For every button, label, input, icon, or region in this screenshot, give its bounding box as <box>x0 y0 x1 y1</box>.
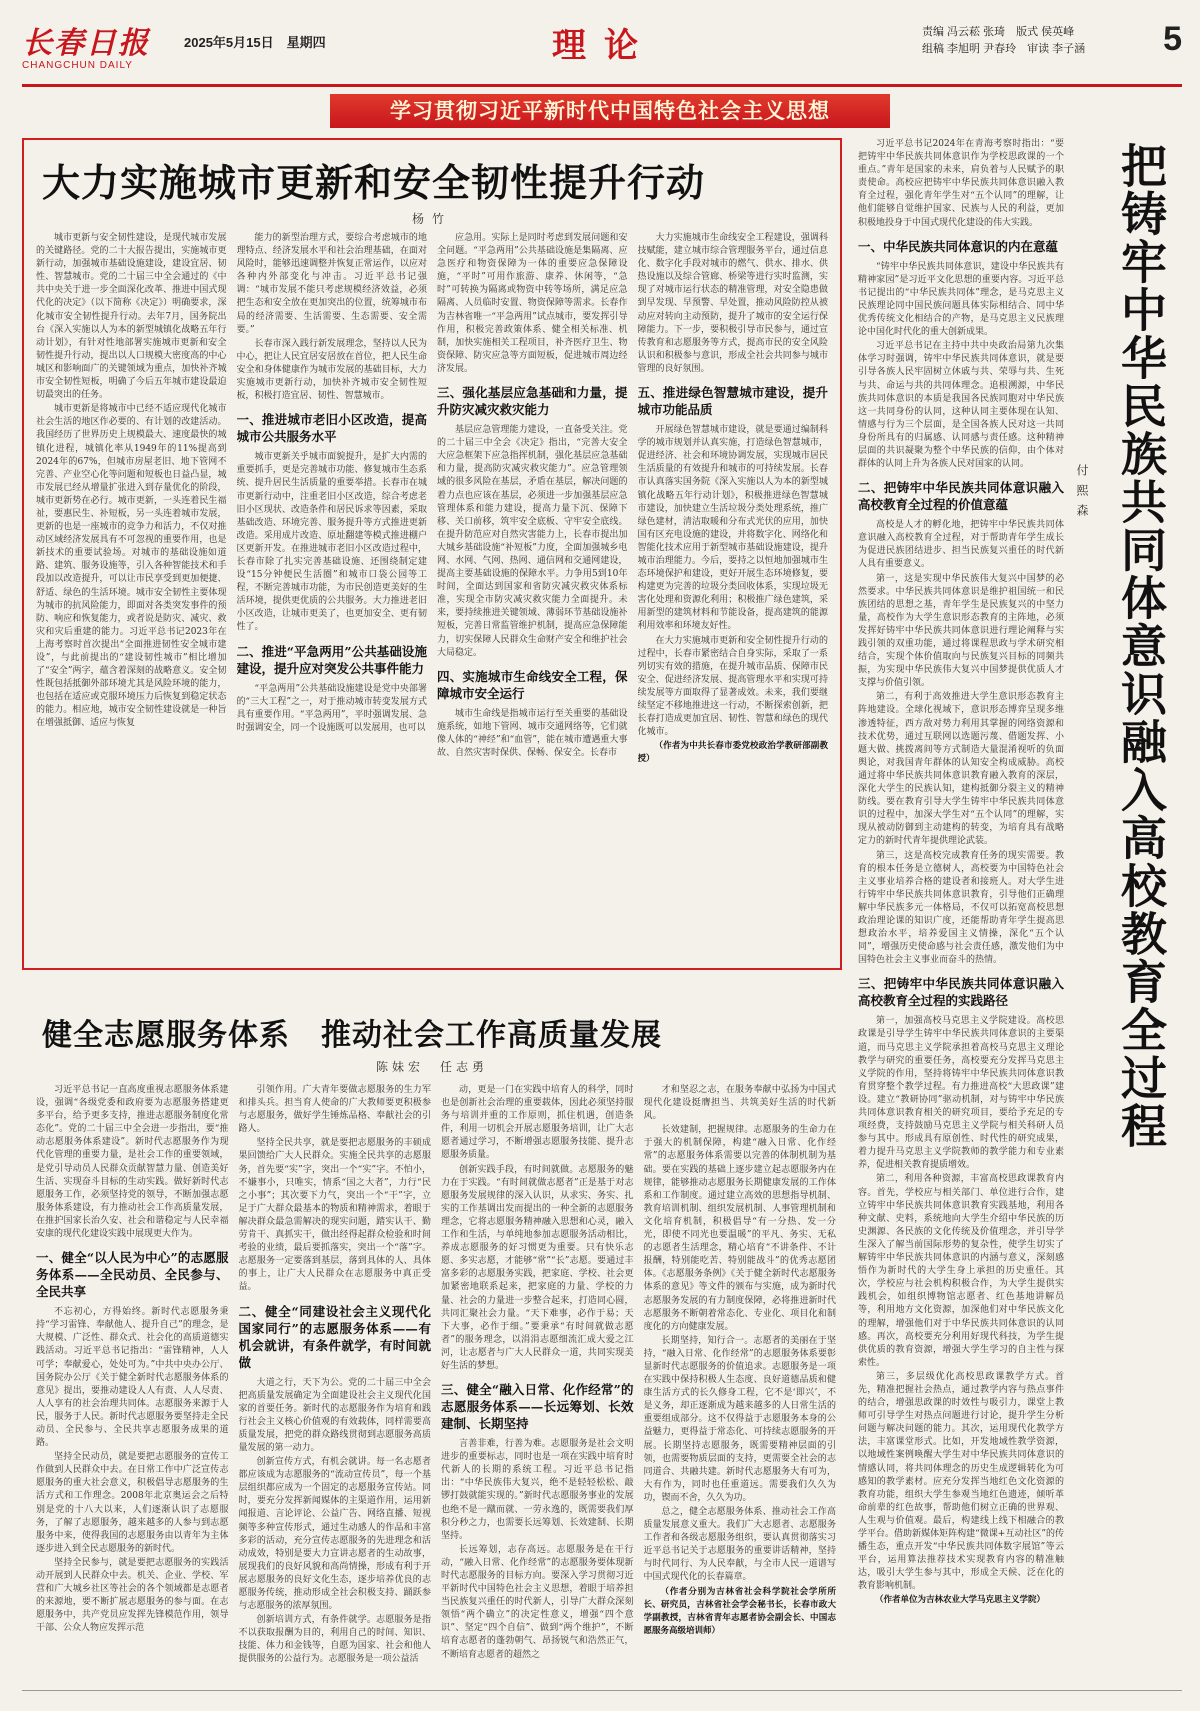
article-body <box>36 1084 836 1684</box>
text-column <box>239 1084 432 1684</box>
paragraph: 第二，利用各种资源，丰富高校思政课教育内容。首先，学校应与相关部门、单位进行合作，建立铸牢中华民族共同体意识教育实践基地，利用各种文献、史料，系统地向大学生介绍中华民族的历史渊源、各民族的文化传统及价值理念，并引导学生深入了解当前国际形势的复杂性，使学生切实了解铸牢中华民族共同体意识的内涵与意义，深刻感悟作为新时代的大学生身上承担的历史重任。其次，学校应与社会机构积极合作，为大学生提供实践机会，如组织博物馆志愿者、红色基地讲解员等，利用地方文化资源，加深他们对中华民族文化的理解，增强他们对于中华民族共同体意识的认同感。再次，高校要充分利用好现代科技，为学生提供优质的教育资源，增强大学生学习的自主性与探索性。 <box>858 1174 1064 1368</box>
section-heading: 二、推进“平急两用”公共基础设施建设，提升应对突发公共事件能力 <box>236 643 427 676</box>
section-heading: 三、把铸牢中华民族共同体意识融入高校教育全过程的实践路径 <box>858 976 1064 1009</box>
paragraph: “铸牢中华民族共同体意识，建设中华民族共有精神家园”是习近平文化思想的重要内容。习近平总书记提出的“中华民族共同体”理念，是马克思主义民族理论同中国民族问题具体实际相结合、同中华优秀传统文化相结合的产物，是马克思主义民族理论中国化时代化的重大创新成果。 <box>858 261 1064 338</box>
masthead-rule <box>22 84 1182 87</box>
author-note: （作者分别为吉林省社会科学院社会学所所长、研究员，吉林省社会学会秘书长，长春市政大学副教授，吉林省青年志愿者协会副会长、中国志愿服务高级培训师） <box>643 1586 836 1636</box>
section-heading: 三、健全“融入日常、化作经常”的志愿服务体系——长远筹划、长效建制、长期坚持 <box>441 1382 634 1432</box>
paragraph: 总之，健全志愿服务体系、推动社会工作高质量发展意义重大。我们广大志愿者、志愿服务工作者和各级志愿服务组织，要认真贯彻落实习近平总书记关于志愿服务的重要讲话精神，坚持与时代同行、为人民奉献，与全市人民一道谱写中国式现代化的长春篇章。 <box>643 1507 836 1583</box>
paragraph: 第一，这是实现中华民族伟大复兴中国梦的必然要求。中华民族共同体意识是维护祖国统一和民族团结的思想之基，青年学生是民族复兴的中坚力量，高校作为大学生意识形态教育的主阵地，必须发挥好铸牢中华民族共同体意识进行理论阐释与实践引领的双重功能，通过将课程思政与学术研究相结合，实现个体价值取向与民族复兴目标的同频共振，为实现中华民族伟大复兴中国梦提供优质人才支撑与价值引领。 <box>858 573 1064 689</box>
paragraph: 城市生命线是指城市运行至关重要的基础设施系统，如地下管网、城市交通网络等，它们就像人体的“神经”和“血管”，能在城市遭遇重大事故、自然灾害时保供、保畅、保安全。长春市 <box>437 708 628 758</box>
article-title: 健全志愿服务体系 推动社会工作高质量发展 <box>42 1018 662 1053</box>
paragraph: “平急两用”公共基础设施建设是党中央部署的“三大工程”之一，对于推动城市转变发展方式具有重要作用。“平急两用”，平时强调发展、急时强调安全，同一个设施既可以发展用，也可以 <box>236 683 427 733</box>
text-column <box>237 232 428 960</box>
editor-credits <box>922 24 1137 58</box>
paragraph: 坚持全民共享，就是要把志愿服务的丰硕成果回馈给广大人民群众。实施全民共享的志愿服务，首先要“实”字，突出一个“实”字。不怕小，不嫌事小，只唯实，情系“国之大者”，力行“民之小事”；其次要下力气，突出一个“干”字，立足于广大群众最基本的物质和精神需求，着眼于解决群众最急需解决的现实问题，踏实认干、勤劳肯干、真抓实干，做出经得起群众检验和时间考验的业绩，最后要抓落实，突出一个“落”字。志愿服务一定要落到基层，落到具体的人、具体的事上，让广大人民群众在志愿服务中真正受益。 <box>238 1138 431 1293</box>
author-note: （作者单位为吉林农业大学马克思主义学院） <box>875 1595 1046 1606</box>
paragraph: 城市更新是将城市中已经不适应现代化城市社会生活的地区作必要的、有计划的改建活动。我国经历了世界历史上规模最大、速度最快的城镇化进程，城镇化率从1949年的11%提高到2024年的67%，但城市房屋老旧、地下管网不完善、产业空心化等问题和短板也日益凸显，城市发展已经从增量扩张进入到存量优化的阶段，城市更新势在必行。城市更新，一头连着民生福祉，要惠民生、补短板，另一头连着城市发展，更新的也是一座城市的竞争力和活力，不仅对推动区域经济发展具有不可忽视的重要作用，也是新技术的重要试验场。对城市的基础设施如道路、建筑、服务设施等，引入各种智能技术和手段加以改造提升，可以让市民享受到更加便捷、舒适、绿色的生活环境。城市安全韧性主要体现为城市的抗风险能力，即面对各类突发事件的预防、响应和恢复能力，或者说是防灾、减灾、救灾和灾后重建的能力。习近平总书记2023年在上海考察时首次提出“全面推进韧性安全城市建设”，与此前提出的“建设韧性城市”相比增加了“安全”两字，蕴含着深刻的战略意义。安全韧性既包括抵御外部环境尤其是风险环境的能力，也包括在适应或克服环境压力后恢复到稳定状态的能力。相应地，城市安全韧性建设就是一种旨在增强抵御、适应与恢复 <box>36 404 227 729</box>
section-heading: 五、推进绿色智慧城市建设，提升城市功能品质 <box>637 385 828 418</box>
paragraph: 能力的新型治理方式，要综合考虑城市的地理特点、经济发展水平和社会治理基础，在面对风险时，能够迅速调整并恢复正常运作，以应对各种内外部变化与冲击。习近平总书记强调：“城市发展不能只考虑规模经济效益，必须把生态和安全放在更加突出的位置，统筹城市布局的经济需要、生活需要、生态需要、安全需要。” <box>236 233 427 335</box>
paragraph: 应急用。实际上是同时考虑到发展问题和安全问题。“平急两用”公共基础设施是集隔离、应急医疗和物资保障为一体的重要应急保障设施，“平时”可用作旅游、康养、休闲等，“急时”可转换为隔离或物资中转等场所，满足应急隔离、人员临时安置、物资保障等需求。长春作为吉林省唯一“平急两用”试点城市，要发挥引导作用，积极完善政策体系、健全相关标准、机制，加快实施相关工程项目，补齐医疗卫生、物资保障、防灾应急等方面短板，促进城市周边经济发展。 <box>437 233 628 374</box>
paragraph: 创新培训方式，有条件就学。志愿服务是指不以获取报酬为目的，利用自己的时间、知识、技能、体力和金钱等，自愿为国家、社会和他人提供服务的公益行为。志愿服务是一项公益活 <box>238 1615 431 1665</box>
section-heading: 一、推进城市老旧小区改造，提高城市公共服务水平 <box>236 412 427 445</box>
paragraph: 坚持全民参与，就是要把志愿服务的实践活动开展到人民群众中去。机关、企业、学校、军营和广大城乡社区等社会的各个领域都是志愿者的来源地，要不断扩展志愿服务的参与面。在志愿服务中，共产党员应发挥先锋模范作用，领导干部、公众人物应发挥示范 <box>36 1557 229 1634</box>
credits-line: 组稿 李旭明 尹春玲 审读 李子涵 <box>922 43 1086 55</box>
text-column <box>638 232 829 960</box>
paragraph: 第一，加强高校马克思主义学院建设。高校思政课是引导学生铸牢中华民族共同体意识的主要渠道，而马克思主义学院承担着高校马克思主义理论教学与研究的重要任务，高校要充分发挥马克思主义学院的作用，坚持将铸牢中华民族共同体意识教育贯穿整个教学过程。有力推进高校“大思政课”建设。建立“教研协同”驱动机制，对与铸牢中华民族共同体意识教育相关的研究项目，要给予充足的专项经费，支持鼓励马克思主义学院与相关科研人员参与其中。形成具有原创性、时代性的研究成果，着力提升马克思主义学院教师的教学能力和专业素养，促进相关教育提质增效。 <box>858 1016 1064 1171</box>
author-note: （作者为中共长春市委党校政治学教研部副教授） <box>637 741 828 765</box>
text-column <box>644 1084 837 1684</box>
section-heading: 二、健全“同建设社会主义现代化国家同行”的志愿服务体系——有机会就讲，有条件就学，有时间就做 <box>238 1303 431 1370</box>
paragraph: 动，更是一门在实践中培育人的科学，同时也是创新社会治理的重要载体，因此必须坚持服务与培训并重的工作原则，抓住机遇，创造条件，利用一切机会开展志愿服务培训，让广大志愿者通过学习，不断增强志愿服务技能、提升志愿服务质量。 <box>441 1085 634 1161</box>
text-column <box>437 232 628 960</box>
paragraph: 创新宣传方式，有机会就讲。每一名志愿者都应该成为志愿服务的“流动宣传员”，每一个基层组织都应成为一个固定的志愿服务宣传站。同时，要充分发挥新闻媒体的主渠道作用，运用新闻报道、言论评论、公益广告、网络直播、短视频等多种宣传形式，通过生动感人的作品和丰富多彩的活动，充分宣传志愿服务的先进理念和活动成效，特别是要大力宣讲志愿者的生动故事，展现我们的良好风貌和高尚情操，形成有利于开展志愿服务的良好文化生态，逐步培养优良的志愿服务传统，推动形成全社会积极支持、踊跃参与志愿服务的浓厚氛围。 <box>238 1457 431 1612</box>
paragraph: 习近平总书记2024年在青海考察时指出：“要把铸牢中华民族共同体意识作为学校思政课的一个重点。”青年是国家的未来，肩负着与人民赋予的职责使命。高校应把铸牢中华民族共同体意识融入教育全过程，强化青年学生对“五个认同”的理解，让他们能够自觉维护国家、民族与人民的利益，更加积极地投身于中国式现代化建设的伟大实践。 <box>858 139 1064 228</box>
section-heading: 一、健全“以人民为中心”的志愿服务体系——全民动员、全民参与、全民共享 <box>36 1250 229 1300</box>
paragraph: 第二，有利于高效推进大学生意识形态教育主阵地建设。全球化视域下，意识形态博弈呈现多维渗透特征，西方敌对势力利用其掌握的网络资源和技术优势，通过互联网以选题污蔑、借题发挥、小题大做、挑拨离间等方式制造大量混淆视听的负面舆论，对我国青年群体的认知安全构成威胁。高校通过将中华民族共同体意识教育融入教育的深层，深化大学生的民族认知，建构抵御分裂主义的精神防线。要在教育引导大学生铸牢中华民族共同体意识的过程中，加深大学生对“五个认同”的理解，实现从被动防御到主动建构的转变，为培育具有战略定力的新时代青年提供理论武装。 <box>858 692 1064 847</box>
paragraph: 长远筹划，志存高远。志愿服务是在干行动，“融入日常、化作经常”的志愿服务要体现新时代志愿服务的目标方向。要深入学习贯彻习近平新时代中国特色社会主义思想，着眼于培养担当民族复兴重任的时代新人，引导广大群众深刻领悟“两个确立”的决定性意义，增强“四个意识”、坚定“四个自信”、做到“两个维护”，不断培育志愿者的蓬勃朝气、昂扬锐气和浩然正气，不断培育志愿者的超然之 <box>441 1544 634 1660</box>
paragraph: 大道之行，天下为公。党的二十届三中全会把高质量发展确定为全面建设社会主义现代化国家的首要任务。新时代的志愿服务作为培育和践行社会主义核心价值观的有效载体，同样需要高质量发展，把党的群众路线贯彻到志愿服务高质量发展的第一动力。 <box>238 1377 431 1453</box>
paragraph: 长春市深入践行新发展理念，坚持以人民为中心，把让人民宜居安居放在首位，把人民生命安全和身体健康作为城市发展的基础目标，大力实施城市更新行动，加快补齐城市安全韧性短板，积极打造宜居、韧性、智慧城市。 <box>236 338 427 402</box>
masthead <box>22 18 1182 82</box>
paragraph: 创新实践手段，有时间就做。志愿服务的魅力在于实践。“有时间就做志愿者”正是基于对志愿服务发展规律的深入认识，从求实、务实、扎实的工作基调出发而提出的一种全新的志愿服务理念，它将志愿服务精神融入思想和心灵，融入工作和生活，与单纯地参加志愿服务活动相比，养成志愿服务的好习惯更为重要。只有快乐志愿、多实志愿，才能够“常”“长”志愿。要通过丰富多彩的志愿服务实践，把家庭、学校、社会更加紧密地联系起来，把家庭的力量、学校的力量、社会的力量进一步整合起来，打造同心圆，共同汇聚社会力量。“天下难事，必作于易；天下大事，必作于细。”要秉承“有时间就做志愿者”的服务理念，以涓涓志愿细流汇成大爱之江河，让志愿者与广大人民群众一道，共同实现美好生活的梦想。 <box>441 1164 634 1371</box>
article-author: 付熙森 <box>1075 464 1089 524</box>
section-heading: 二、把铸牢中华民族共同体意识融入高校教育全过程的价值意蕴 <box>858 480 1064 513</box>
article-author: 陈妹宏 任志勇 <box>375 1060 488 1074</box>
article-title: 大力实施城市更新和安全韧性提升行动 <box>42 160 706 205</box>
article-author: 杨竹 <box>411 212 452 226</box>
paragraph: 坚持全民动员，就是要把志愿服务的宣传工作做到人民群众中去。在日常工作中广泛宣传志愿服务的重大社会意义，积极倡导志愿服务的生活方式和工作理念。2008年北京奥运会之后特别是党的十八大以来，人们逐渐认识了志愿服务，了解了志愿服务，越来越多的人参与到志愿服务中来，使得我国的志愿服务由以青年为主体逐步进入到全民志愿服务的新时代。 <box>36 1452 229 1554</box>
text-column <box>36 1084 229 1684</box>
article-title: 把铸牢中华民族共同体意识融入高校教育全过程 <box>1114 142 1168 1150</box>
paragraph: 基层应急管理能力建设，一直备受关注。党的二十届三中全会《决定》指出，“完善大安全大应急框架下应急指挥机制，强化基层应急基础和力量，提高防灾减灾救灾能力”。应急管理领域的很多风险在基层，矛盾在基层，解决问题的着力点也应该在基层，必须进一步加强基层应急管理体系和能力建设，提高力量下沉、保障下移、关口前移，筑牢安全底板、守牢安全底线。在提升防范应对自然灾害能力上，长春市提出加大城乡基础设施“补短板”力度，全面加强城乡电网、水网、气网、热网、通信网和交通网建设，提高主要基础设施的保障水平。力争用5到10年时间，全面达到国家和省防灾减灾救灾体系标准，实现全市防灾减灾救灾能力全面提升。未来，要持续推进关键领域、薄弱环节基础设施补短板，完善日常监管维护机制，提高应急保障能力，切实保障人民群众生命财产安全和维护社会大局稳定。 <box>437 425 628 658</box>
credits-line: 责编 冯云菘 张琦 版式 侯英峰 <box>922 26 1075 38</box>
logo-english: CHANGCHUN DAILY <box>22 60 133 71</box>
paragraph: 第三，多层级优化高校思政课教学方式。首先，精准把握社会热点，通过教学内容与热点事件的结合，增强思政课的时效性与吸引力，课堂上教师可引导学生对热点问题进行讨论，提升学生分析问题与解决问题的能力。其次，运用现代化教学方法，丰富课堂形式。比如，开发地域性教学资源，以地域性案例唤醒大学生对中华民族共同体意识的情感认同，将共同体理念的历史生成逻辑转化为可感知的教学素材。应充分发挥当地红色文化资源的教育功能，组织大学生参观当地红色遗迹，倾听革命前辈的红色故事，帮助他们树立正确的世界观、人生观与价值观。最后，构建线上线下相融合的教学平台。借助新媒体矩阵构建“微课+互动社区”的传播生态，重点开发“中华民族共同体数字展馆”等云平台，运用算法推荐技术实现教育内容的精准触达，吸引大学生参与其中，形成全天候、泛在化的教育影响机制。 <box>858 1371 1064 1592</box>
paragraph: 在大力实施城市更新和安全韧性提升行动的过程中，长春市紧密结合自身实际，采取了一系列切实有效的措施，在提升城市品质、保障市民安全、促进经济发展、提高管理水平和实现可持续发展等方面取得了显著成效。未来，我们要继续坚定不移地推进这一行动，不断探索创新，把长春打造成更加宜居、韧性、智慧和绿色的现代化城市。 <box>637 635 828 738</box>
text-column <box>858 138 1064 1686</box>
paragraph: 言善非难，行善为难。志愿服务是社会文明进步的重要标志，同时也是一项在实践中培育时代新人的长期的系统工程。习近平总书记指出：“中华民族伟大复兴，绝不是轻轻松松、敲锣打鼓就能实现的。”新时代志愿服务事业的发展也绝不是一蹴而就、一劳永逸的，既需要我们厚积分秒之力，也需要长远筹划、长效建制、长期坚持。 <box>441 1439 634 1541</box>
newspaper-logo <box>22 18 172 71</box>
paragraph: 高校是人才的孵化地，把铸牢中华民族共同体意识融入高校教育全过程，对于帮助青年学生成长为促进民族团结进步、担当民族复兴重任的时代新人具有重要意义。 <box>858 520 1064 570</box>
paragraph: 长期坚持，知行合一。志愿者的美丽在于坚持，“融入日常、化作经常”的志愿服务体系要彰显新时代志愿服务的价值追求。志愿服务是一项在实践中保持积极人生态度、良好道德品质和健康生活方式的长久修身工程，它不是‘即兴’，不是义务，却正逐渐成为越来越多的人日常生活的重要组成部分。这不仅得益于志愿服务本身的公益魅力，更得益于常态化、可持续志愿服务的开展。长期坚持志愿服务，既需要精神层面的引领，也需要物质层面的支持，更需要全社会的志同道合、共融共建。新时代志愿服务大有可为，大有作为，同时也任重道远。需要我们久久为功，锲而不舍，久久为功。 <box>643 1335 836 1503</box>
paragraph: 城市更新与安全韧性建设，是现代城市发展的关键路径。党的二十大报告提出，实施城市更新行动，加强城市基础设施建设，建设宜居、韧性、智慧城市。党的二十届三中全会通过的《中共中央关于进一步全面深化改革、推进中国式现代化的决定》（以下简称《决定》）明确要求，深化城市安全韧性提升行动。去年7月，国务院出台《深入实施以人为本的新型城镇化战略五年行动计划》，有针对性地部署实施城市更新和安全韧性提升行动，提出以人口规模大密度高的中心城区和影响面广的关键领域为重点，加快补齐城市安全韧性短板，明确了今后五年城市建设最迫切最突出的任务。 <box>36 233 227 401</box>
paragraph: 大力实施城市生命线安全工程建设，强调科技赋能，建立城市综合管理服务平台，通过信息化、数字化手段对城市的燃气、供水、排水、供热设施以及综合管廊、桥梁等进行实时监测，实现了对城市运行状态的精准管理，对安全隐患做到早发现、早预警、早处置，推动风险防控从被动应对转向主动预防，提升了城市的安全运行保障能力。下一步，要积极引导市民参与，通过宣传教育和志愿服务等方式，提高市民的安全风险认识和积极参与意识，形成全社会共同参与城市管理的良好氛围。 <box>637 233 828 374</box>
paragraph: 不忘初心，方得始终。新时代志愿服务秉持“学习雷锋、奉献他人、提升自己”的理念，是大规模、广泛性、群众式、社会化的高质道德实践活动。习近平总书记指出：“雷锋精神，人人可学；奉献爱心，处处可为。”中共中央办公厅、国务院办公厅《关于健全新时代志愿服务体系的意见》提出，要推动建设人人有责、人人尽责、人人享有的社会治理共同体。志愿服务来源于人民，服务于人民。新时代志愿服务要坚持走全民动员、全民参与、全民共享志愿服务成果的道路。 <box>36 1307 229 1449</box>
issue-date: 2025年5月15日 星期四 <box>184 35 326 50</box>
page-bottom-rule <box>22 1690 1182 1691</box>
article-body <box>36 232 828 960</box>
section-heading: 三、强化基层应急基础和力量，提升防灾减灾救灾能力 <box>437 385 628 418</box>
article-body <box>858 138 1064 1686</box>
section-heading: 四、实施城市生命线安全工程，保障城市安全运行 <box>437 668 628 701</box>
theme-banner: 学习贯彻习近平新时代中国特色社会主义思想 <box>330 94 890 128</box>
paragraph: 习近平总书记一直高度重视志愿服务体系建设，强调“各级党委和政府要为志愿服务搭建更多平台，给予更多支持，推进志愿服务制度化常态化”。党的二十届三中全会进一步指出，要“推动志愿服务体系建设”。新时代志愿服务作为现代化管理的重要力量，是社会工作的重要领域，是党引导动员人民群众贡献智慧力量、创造美好生活、实现奋斗目标的生动实践。做好新时代志愿服务工作，必须坚持党的领导，不断加强志愿服务体系建设，有力推动社会工作高质量发展，在推护国家长治久安、社会和谐稳定与人民幸福安康的现代化建设实践中展现更大作为。 <box>36 1085 229 1240</box>
paragraph: 引领作用。广大青年要做志愿服务的生力军和排头兵。担当育人使命的广大教师要更积极参与志愿服务，做好学生锤炼品格、奉献社会的引路人。 <box>238 1085 431 1135</box>
paragraph: 习近平总书记在主持中共中央政治局第九次集体学习时强调，铸牢中华民族共同体意识，就是要引导各族人民牢固树立休戚与共、荣辱与共、生死与共、命运与共的共同体理念。追根溯源，中华民族共同体意识的本质是我国各民族同胞对中华民族这一共同身份的认同，这种认同主要体现在认知、情感与行为三个层面，是全国各族人民对这一共同身份所具有的归属感、认同感与责任感。这种精神层面的共识凝聚为整个中华民族的信仰，由个体对群体的认同上升为各族人民对国家的认同。 <box>858 341 1064 470</box>
logo-chinese: 长春日报 <box>22 26 150 61</box>
paragraph: 开展绿色智慧城市建设，就是要通过编制科学的城市规划并认真实施，打造绿色智慧城市，促进经济、社会和环境协调发展，实现城市居民生活质量的有效提升和城市的可持续发展。长春市认真落实国务院《深入实施以人为本的新型城镇化战略五年行动计划》，积极推进绿色智慧城市建设，加快建立生活垃圾分类处理系统，推广绿色建材，清洁取暖和分布式光伏的应用，加快国有区充电设施的建设，并将数字化、网络化和智能化技术应用于新型城市基础设施建设，提升城市治理能力。今后，要持之以恒地加强城市生态环境保护和建设，更好开展生态环境修复，要构建更为完善的垃圾分类回收体系，实现垃圾无害化处理和资源化利用；积极推广绿色建筑，采用新型的建筑材料和节能设备，提高建筑的能源利用效率和环境友好性。 <box>637 425 828 632</box>
section-name: 理论 <box>552 26 656 66</box>
paragraph: 长效建制，把握规律。志愿服务的生命力在于强大的机制保障，构建“融入日常、化作经常”的志愿服务体系需要以完善的体制机制为基础。要在实践的基础上逐步建立起志愿服务内在规律，能够推动志愿服务长期健康发展的工作体系和工作制度。通过建立高效的思想指导机制、教育培训机制、组织发展机制、人事管理机制和文化培育机制，积极倡导“有一分热、发一分光，即使不同光也要温暖”的平凡、务实、无私的志愿者生活理念，精心培育“不讲条件、不计报酬，特别能吃苦、特别能战斗”的优秀志愿团体。《志愿服务条例》《关于健全新时代志愿服务体系的意见》等文件的颁布与实施，成为新时代志愿服务发展的有力制度保障，必将推进新时代志愿服务不断朝着常态化、专业化、项目化和制度化的方向健康发展。 <box>643 1125 836 1332</box>
text-column <box>36 232 227 960</box>
paragraph: 城市更新关乎城市面貌提升，是扩大内需的重要抓手，更是完善城市功能、修复城市生态系统、提升居民生活质量的重要举措。长春市在城市更新行动中，注重老旧小区改造，综合考虑老旧小区现状、改造条件和居民诉求等因素，采取基础改造、环境完善、服务提升等方式推进更新改造。采用成片改造、原址翻建等模式推进棚户区更新开发。在推进城市老旧小区改造过程中，长春市除了扎实完善基础设施、还围绕制定建设“15分钟便民生活圈”和城市口袋公园等工程，不断完善城市功能，为市民创造更美好的生活环境，提供更优质的公共服务。大力推进老旧小区改造，让城市更美了，也更加安全、更有韧性了。 <box>236 452 427 633</box>
page-number: 5 <box>1163 20 1182 58</box>
text-column <box>441 1084 634 1684</box>
paragraph: 才和坚忍之志，在服务奉献中弘扬为中国式现代化建设挺膺担当、共筑美好生活的时代新风。 <box>643 1085 836 1122</box>
section-heading: 一、中华民族共同体意识的内在意蕴 <box>858 238 1059 254</box>
paragraph: 第三，这是高校完成教育任务的现实需要。教育的根本任务是立德树人，高校要为中国特色社会主义事业培养合格的建设者和接班人。对大学生进行铸牢中华民族共同体意识教育，引导他们正确理解中华民族多元一体格局，不仅可以拓宽高校思想政治理论课的知识广度，还能帮助青年学生提高思想政治水平，培养爱国主义情操，深化“五个认同”，增强历史使命感与社会责任感，激发他们为中国特色社会主义事业而奋斗的热情。 <box>858 850 1064 966</box>
